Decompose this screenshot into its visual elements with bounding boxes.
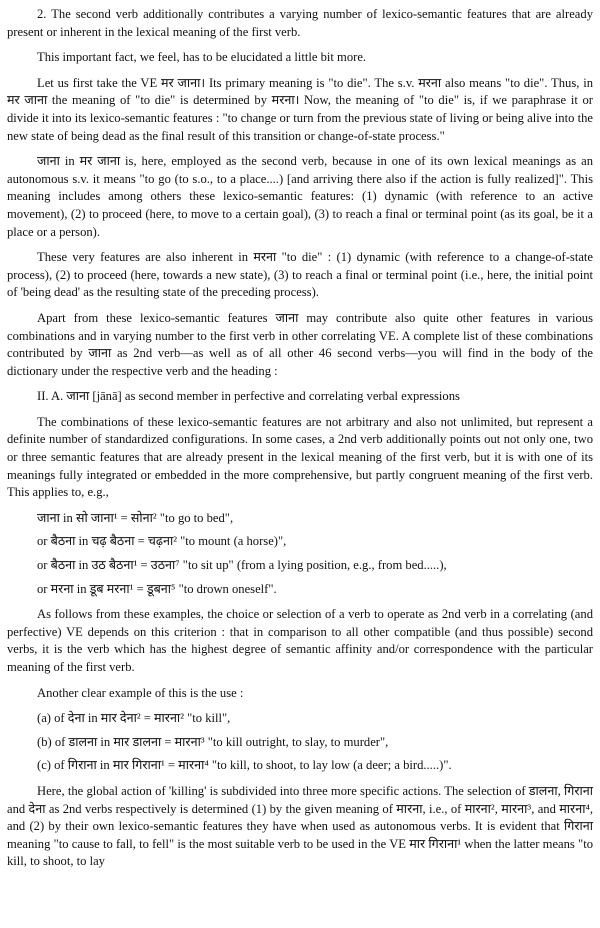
example-line: or बैठना in चढ़ बैठना = चढ़ना² "to mount (a horse)", — [37, 534, 287, 549]
paragraph-elucidation: This important fact, we feel, has to be elucidated a little bit more. — [37, 50, 367, 65]
paragraph-second-verb-point: 2. The second verb additionally contributes a varying number of lexico-semantic features that are already present or inherent in the lexical meaning of the first verb. — [7, 7, 593, 39]
example-line: (b) of डालना in मार डालना = मारना³ "to kill outright, to slay, to murder", — [37, 734, 389, 749]
paragraph-combinations: The combinations of these lexico-semantic features are not arbitrary and also not unlimited, but represent a definite number of standardized configurations. In some cases, a 2nd verb additionally points out not only one, two or three semantic features that are already present in the lexical meaning of the first verb, but it is with one of its meanings fully integrated or embedded in the more comprehensive, but partly congruent meaning of the first verb. This applies to, e.g., — [7, 414, 593, 500]
paragraph-other-features: Apart from these lexico-semantic features जाना may contribute also quite other features in various combinations and in varying number to the first verb in other correlating VE. A complete list of these combinations contributed by जाना as 2nd verb—as well as of all other 46 second verbs—you will find in the body of the dictionary under the respective verb and the heading : — [7, 310, 593, 378]
paragraph-another-example: Another clear example of this is the use : — [37, 685, 244, 700]
example-line: or बैठना in उठ बैठना¹ = उठना⁷ "to sit up" (from a lying position, e.g., from bed.....), — [37, 558, 447, 573]
heading-reference: II. A. जाना [jānā] as second member in perfective and correlating verbal expressions — [37, 389, 460, 404]
paragraph-inherent-features: These very features are also inherent in मरना "to die" : (1) dynamic (with reference to a change-of-state process), (2) to proceed (here, towards a new state), (3) to reach a final or terminal point (i.e., here, the initial point of 'being dead' as the resulting state of the preceding process). — [7, 250, 593, 300]
paragraph-jana-second-verb: जाना in मर जाना is, here, employed as the second verb, because in one of its own lexical meanings as an autonomous s.v. it means "to go (to s.o., to a place....) [and arriving there also if the action is fully realized]". This meaning includes among others these lexico-semantic features: (1) dynamic (with reference to an active movement), (2) to proceed (here, to move to a certain goal), (3) to reach a final or terminal point (as its goal, be it a place or a person). — [7, 154, 593, 239]
example-line: जाना in सो जाना¹ = सोना² "to go to bed", — [37, 510, 234, 525]
example-line: or मरना in डूब मरना¹ = डूबना⁵ "to drown oneself". — [37, 581, 277, 596]
example-line: (a) of देना in मार देना² = मारना² "to kill", — [37, 711, 231, 726]
example-line: (c) of गिराना in मार गिराना¹ = मारना⁴ "to kill, to shoot, to lay low (a deer; a bird.....)". — [37, 758, 452, 773]
paragraph-killing-actions: Here, the global action of 'killing' is subdivided into three more specific actions. The selection of डालना, गिराना and देना as 2nd verbs respectively is determined (1) by the given meaning of मारना, i.e., of मारना², मारना³, and मारना⁴, and (2) by their own lexico-semantic features they have when used as autonomous verbs. It is evident that गिराना meaning "to cause to fall, to fell" is the most suitable verb to be used in the VE मार गिराना¹ when the latter means "to kill, to shoot, to lay — [7, 783, 593, 869]
paragraph-selection-criterion: As follows from these examples, the choice or selection of a verb to operate as 2nd verb in a correlating (and perfective) VE depends on this criterion : that in comparison to all other compatible (and thus possible) second verbs, it is the verb which has the highest degree of semantic affinity and/or correspondence with the particular meaning of the first verb. — [7, 607, 593, 674]
paragraph-mar-jana: Let us first take the VE मर जाना। Its primary meaning is "to die". The s.v. मरना also means "to die". Thus, in मर जाना the meaning of "to die" is determined by मरना। Now, the meaning of "to die" is, if we paraphrase it or divide it into its lexico-semantic features : "to change or turn from the previous state of living or being alive into the new state of being dead as the final result of this transition or change-of-state process." — [7, 75, 593, 143]
